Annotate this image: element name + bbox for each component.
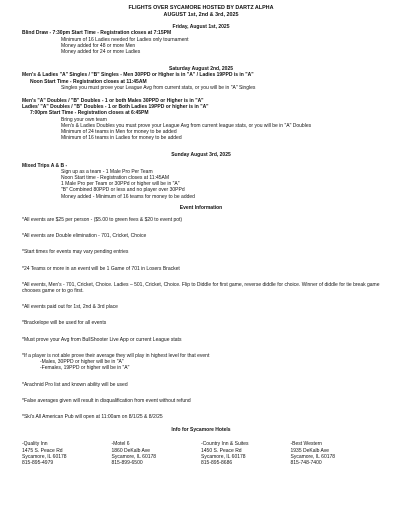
friday-event: Blind Draw - 7:30pm Start Time - Registration closes at 7:15PM — [22, 30, 172, 37]
hotel-street: 1450 S. Peace Rd — [201, 447, 242, 454]
saturday-doubles-detail: Minimum of 16 teams in Ladies for money to be added — [61, 135, 182, 142]
page-title: FLIGHTS OVER SYCAMORE HOSTED BY DARTZ ALPHA — [128, 5, 274, 11]
friday-detail: Minimum of 16 Ladies needed for Ladies only tournament — [61, 36, 189, 43]
event-info-item: *Ski's All American Pub will open at 11:00am on 8/1/25 & 8/2/25 — [22, 413, 163, 420]
hotel-city: Sycamore, IL 60178 — [201, 453, 246, 460]
saturday-heading: Saturday August 2nd, 2025 — [169, 66, 233, 73]
prove-average-line: -Males, 30PPD or higher will be in "A" — [40, 359, 124, 366]
saturday-doubles-detail: Bring your own team — [61, 116, 107, 123]
hotel-phone: 815-748-7400 — [290, 459, 322, 466]
event-info-item: *Arachnid Pro list and known ability will be used — [22, 381, 128, 388]
hotel-name: -Motel 6 — [111, 441, 130, 448]
hotel-phone: 815-895-8686 — [201, 459, 233, 466]
hotel-name: -Best Western — [290, 441, 323, 448]
friday-heading: Friday, August 1st, 2025 — [172, 24, 230, 31]
hotel-name: -Country Inn & Suites — [201, 441, 249, 448]
saturday-singles-detail: Singles you must prove your League Avg from current stats, or you will be in "A" Singles — [61, 84, 256, 91]
friday-detail: Money added for 48 or more Men — [61, 42, 136, 49]
sunday-event: Mixed Trips A & B - — [22, 162, 68, 169]
sunday-detail: Sign up as a team - 1 Male Pro Per Team — [61, 168, 153, 175]
hotel-city: Sycamore, IL 60178 — [290, 453, 336, 460]
event-info-item: *All events are Double elimination - 701, Cricket, Choice — [22, 233, 147, 240]
hotel-card — [201, 441, 291, 466]
event-info-item: *All events are $25 per person - ($5.00 to green fees & $20 to event pot) — [22, 217, 183, 224]
hotel-name: -Quality Inn — [22, 441, 48, 448]
saturday-doubles-detail: Minimum of 24 teams in Men for money to be added — [61, 129, 177, 136]
hotel-city: Sycamore, IL 60178 — [22, 453, 67, 460]
prove-average-line: -Females, 19PPD or higher will be in "A" — [40, 365, 130, 372]
saturday-doubles-event: Men's "A" Doubles / "B" Doubles - 1 or both Males 30PPD or Higher is in "A" — [22, 98, 204, 105]
hotel-street: 1860 DeKalb Ave — [111, 447, 151, 454]
saturday-doubles-event: Ladies' "A" Doubles / "B" Doubles - 1 or Both Ladies 19PPD or higher is in "A" — [22, 104, 209, 111]
prove-average-intro: *If a player is not able prove their average they will play in highest level for that event — [22, 352, 210, 359]
saturday-doubles-time: 7:00pm Start Time - Registration closes at 6:45PM — [30, 110, 149, 117]
page-dates: AUGUST 1st, 2nd & 3rd, 2025 — [163, 11, 239, 18]
hotels-list — [22, 441, 380, 466]
hotels-heading: Info for Sycamore Hotels — [171, 427, 231, 434]
saturday-doubles-detail: Men's & Ladies Doubles you must prove your League Avg from current league stats, or you will be in "A" Doubles — [61, 122, 312, 129]
hotel-card — [22, 441, 112, 466]
sunday-detail: 1 Male Pro per Team or 30PPd or higher will be in "A" — [61, 181, 180, 188]
sunday-detail: Noon Start time - Registration closes at 11:45AM — [61, 175, 170, 182]
event-info-item: *All events paid out for 1st, 2nd & 3rd place — [22, 304, 118, 311]
hotel-street: 1935 DeKalb Ave — [290, 447, 330, 454]
saturday-singles-note: Noon Start Time - Registration closes at 11:45AM — [30, 78, 147, 85]
event-info-item: *Must prove your Avg from BullShooter Live App or current League stats — [22, 336, 182, 343]
sunday-detail: Money added - Minimum of 16 teams for money to be added — [61, 193, 195, 200]
friday-detail: Money added for 24 or more Ladies — [61, 49, 141, 55]
hotel-street: 1475 S. Peace Rd — [22, 447, 63, 454]
event-info-heading: Event Information — [179, 204, 223, 211]
event-info-item: *24 Teams or more in an event will be 1 Game of 701 in Losers Bracket — [22, 265, 180, 272]
hotel-city: Sycamore, IL 60178 — [111, 453, 157, 460]
sunday-detail: "B" Combined 80PPD or less and no player over 30PPd — [61, 187, 185, 194]
hotel-phone: 815-899-6500 — [111, 459, 143, 466]
hotel-card — [112, 441, 202, 466]
sunday-heading: Sunday August 3rd, 2025 — [171, 152, 231, 159]
event-info-item: *All events, Men's - 701, Cricket, Choice. Ladies – 501, Cricket, Choice. Flip to Diddle for first game, reverse diddle for choice. Winner of diddle for tie break game chooses game or to go first. — [22, 281, 380, 295]
hotel-card — [291, 441, 381, 466]
event-info-item: *False averages given will result in disqualification from event without refund — [22, 397, 191, 404]
event-info-item: *Start times for events may vary pending entries — [22, 249, 129, 256]
saturday-singles-event: Men's & Ladies "A" Singles / "B" Singles - Men 30PPD or Higher is in "A" / Ladies 19PPD is in "A" — [22, 72, 254, 79]
hotel-phone: 815-895-4979 — [22, 459, 54, 466]
event-info-item: *Brackelope will be used for all events — [22, 320, 107, 327]
